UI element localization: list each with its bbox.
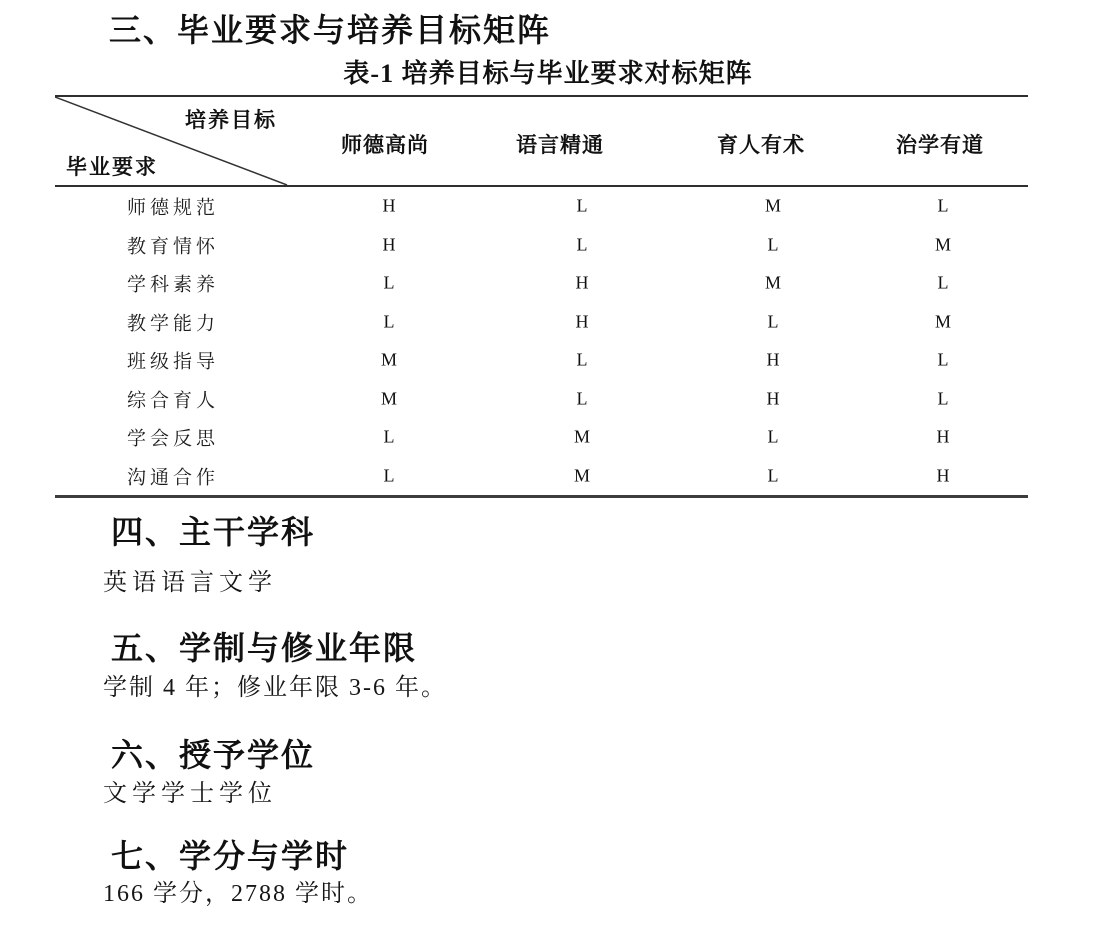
matrix-cell: H: [382, 234, 396, 255]
table-row: [55, 226, 1028, 265]
matrix-cell: H: [575, 272, 589, 293]
row-label: 学会反思: [126, 428, 220, 450]
section-heading-4: 四、主干学科: [111, 514, 316, 550]
table-row: [55, 187, 1028, 226]
section-body-4: 英语语言文学: [103, 570, 277, 596]
objectives-requirements-matrix: [55, 95, 1028, 498]
matrix-cell: L: [767, 234, 779, 255]
section-heading-6: 六、授予学位: [111, 737, 316, 773]
column-header: 治学有道: [896, 133, 984, 157]
table-row: [55, 303, 1028, 342]
table-row: [55, 380, 1028, 419]
matrix-cell: H: [575, 311, 589, 332]
section-body-7: 166 学分，2788 学时。: [103, 881, 373, 907]
table-row: [55, 341, 1028, 380]
table-caption: 表-1 培养目标与毕业要求对标矩阵: [343, 59, 753, 88]
section-heading-7: 七、学分与学时: [111, 838, 350, 874]
matrix-cell: L: [383, 311, 395, 332]
table-row: [55, 457, 1028, 496]
matrix-cell: H: [766, 349, 780, 370]
matrix-cell: L: [383, 465, 395, 486]
matrix-cell: M: [380, 349, 398, 370]
matrix-cell: M: [934, 234, 952, 255]
matrix-cell: M: [573, 426, 591, 447]
table-row: [55, 418, 1028, 457]
row-label: 班级指导: [126, 351, 220, 373]
matrix-cell: L: [767, 465, 779, 486]
matrix-cell: L: [576, 234, 588, 255]
matrix-cell: L: [937, 388, 949, 409]
matrix-cell: L: [937, 349, 949, 370]
row-label: 教育情怀: [126, 236, 220, 258]
matrix-cell: L: [383, 426, 395, 447]
matrix-cell: H: [936, 465, 950, 486]
row-label: 综合育人: [126, 390, 220, 412]
row-label: 教学能力: [126, 313, 220, 335]
section-heading-3: 三、毕业要求与培养目标矩阵: [109, 12, 552, 48]
matrix-cell: L: [576, 388, 588, 409]
matrix-body: [55, 187, 1028, 495]
column-header: 语言精通: [516, 133, 604, 157]
matrix-cell: L: [937, 195, 949, 216]
matrix-cell: L: [383, 272, 395, 293]
matrix-cell: M: [764, 272, 782, 293]
section-body-5: 学制 4 年；修业年限 3-6 年。: [103, 675, 447, 701]
column-header: 师德高尚: [341, 133, 429, 157]
row-label: 学科素养: [126, 274, 220, 296]
matrix-cell: M: [934, 311, 952, 332]
matrix-cell: L: [576, 195, 588, 216]
matrix-cell: M: [380, 388, 398, 409]
matrix-cell: H: [382, 195, 396, 216]
matrix-header-row: [55, 97, 1028, 187]
matrix-cell: L: [767, 311, 779, 332]
column-header: 育人有术: [717, 133, 805, 157]
row-label: 师德规范: [126, 197, 220, 219]
matrix-cell: H: [766, 388, 780, 409]
matrix-cell: M: [573, 465, 591, 486]
corner-label-graduation-requirements: 毕业要求: [66, 155, 158, 179]
matrix-cell: M: [764, 195, 782, 216]
matrix-cell: H: [936, 426, 950, 447]
row-label: 沟通合作: [126, 467, 220, 489]
matrix-cell: L: [767, 426, 779, 447]
section-body-6: 文学学士学位: [103, 781, 277, 807]
section-heading-5: 五、学制与修业年限: [111, 630, 418, 666]
matrix-cell: L: [576, 349, 588, 370]
table-row: [55, 264, 1028, 303]
matrix-cell: L: [937, 272, 949, 293]
corner-label-training-objectives: 培养目标: [185, 108, 277, 132]
